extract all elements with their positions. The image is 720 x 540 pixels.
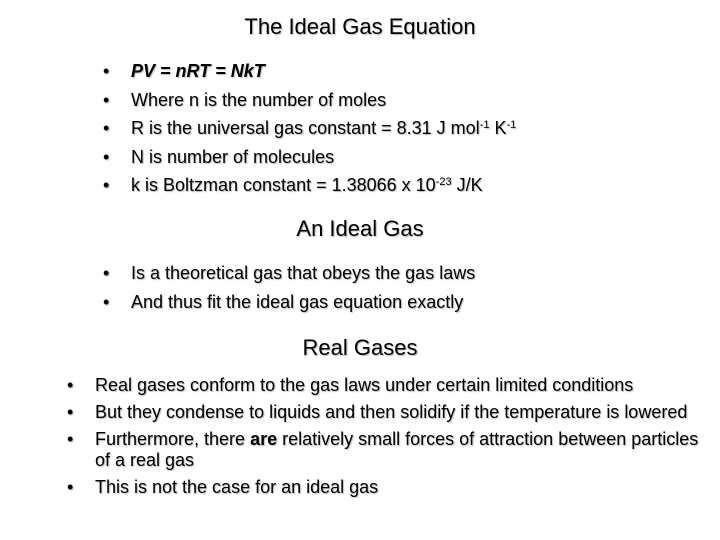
list-item: • This is not the case for an ideal gas <box>67 477 379 497</box>
ideal-gas-list <box>103 259 623 316</box>
list-item: • Is a theoretical gas that obeys the gas laws <box>103 263 476 283</box>
list-item: • R is the universal gas constant = 8.31 J mol$^{-1}$ $K^{-1}$ <box>103 118 517 138</box>
ideal-gas-title: An Ideal Gas <box>296 216 424 241</box>
real-gases-title: Real Gases <box>302 335 418 360</box>
list-item: • k is Boltzman constant = 1.38066 x $10^{-23}$ J/K <box>103 175 483 195</box>
list-item: • But they condense to liquids and then solidify if the temperature is lowered <box>67 402 688 422</box>
list-item: • Real gases conform to the gas laws under certain limited conditions <box>67 375 634 395</box>
list-item: • PV = nRT = NkT <box>103 61 265 81</box>
list-item: • Where n is the number of moles <box>103 89 387 110</box>
list-item: • Furthermore, there are relatively small forces of attraction between particles of a real gas <box>67 429 699 470</box>
ideal-gas-equation-list <box>103 57 663 200</box>
list-item: • N is number of molecules <box>103 146 335 167</box>
list-item: • And thus fit the ideal gas equation exactly <box>103 291 464 312</box>
ideal-gas-equation-title: The Ideal Gas Equation <box>244 14 476 39</box>
real-gases-list <box>67 375 707 504</box>
